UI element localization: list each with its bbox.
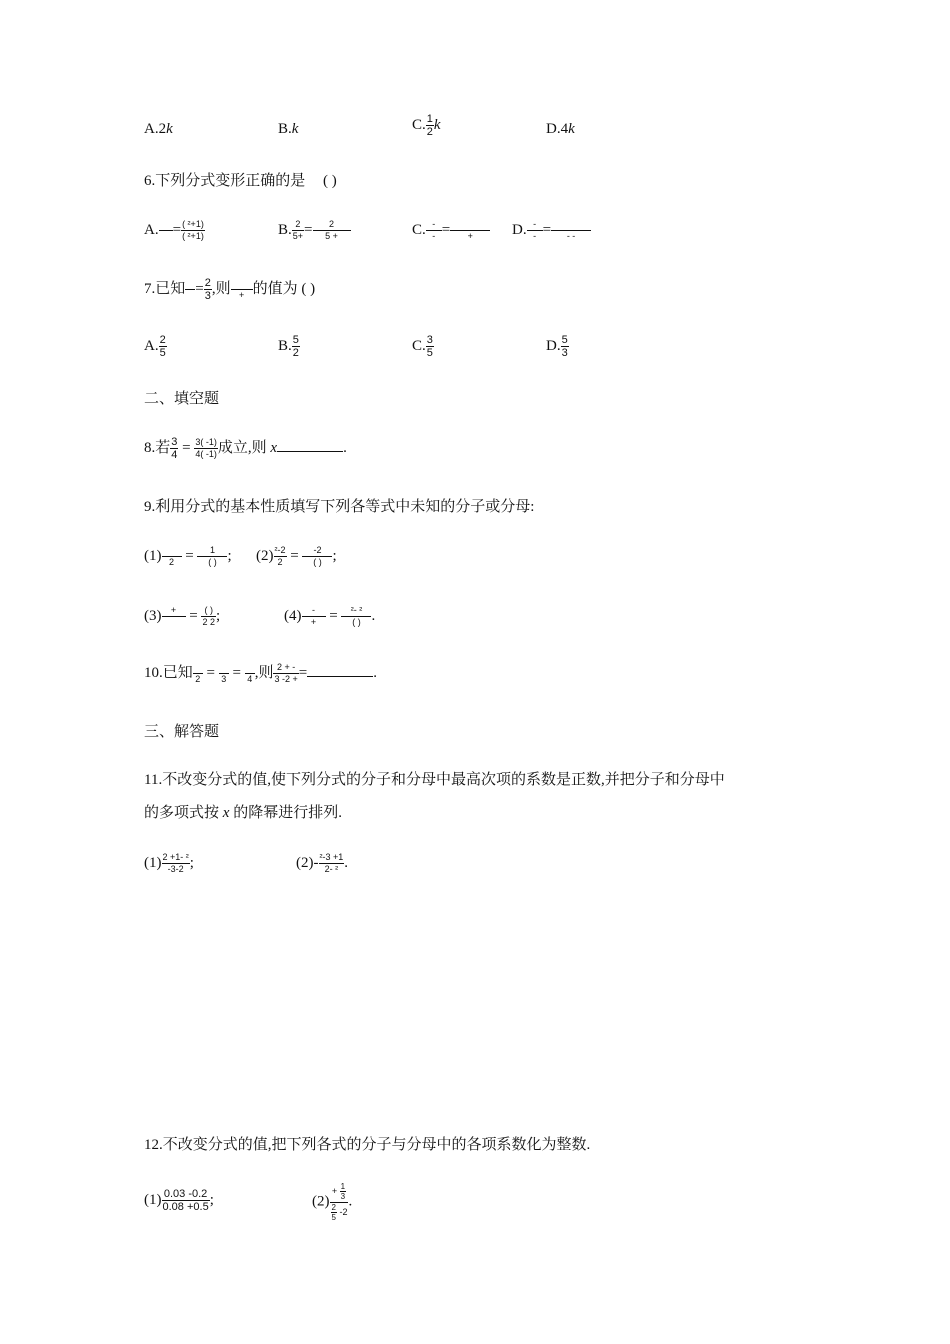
fraction: 4	[245, 662, 255, 685]
fraction: $\frac{2 + -}{3 -2 +}$	[274, 662, 298, 685]
option-label: C.	[412, 116, 426, 133]
answer-blank[interactable]	[277, 437, 343, 452]
fraction: $\frac{( )}{2 2}$	[202, 605, 215, 627]
section-heading-fill-in: 二、填空题	[144, 391, 220, 407]
option-label: D.4	[546, 121, 569, 137]
variable: k	[166, 121, 173, 137]
fraction: $\frac{\text{²-3 +1}}{\text{2- ²}}$	[319, 852, 344, 874]
q10: 10.已知 2 = 3 = 4 ,则 $\frac{2 + -}{3 -2 +}$ = .	[144, 662, 377, 685]
fraction: $\frac{-}{-}$	[426, 219, 442, 242]
q11-stem-line-2: 的多项式按 x 的降幂进行排列.	[144, 805, 342, 821]
fraction: $\frac{0.03 -0.2}{0.08 +0.5}$	[162, 1188, 209, 1213]
q6-option-d: D. $\frac{-}{-}$ = - -	[512, 219, 591, 242]
q8: 8.若 $\frac{3}{4}$ = $\frac{3( -1)}{4( -1)}$ 成立,则 x .	[144, 436, 347, 461]
fraction: - -	[551, 219, 591, 242]
fraction	[185, 278, 195, 301]
q9-part-3: (3) + = $\frac{( )}{2 2}$ ;	[144, 605, 221, 627]
answer-paren: ( )	[323, 173, 337, 189]
fraction: $\frac{\text{( ²+1)}}{\text{( ²+1)}}$	[182, 219, 204, 241]
q9-stem: 9.利用分式的基本性质填写下列各等式中未知的分子或分母:	[144, 499, 535, 515]
q7-option-d: D. $\frac{5}{3}$	[546, 334, 568, 359]
fraction: $\frac{3}{4}$	[171, 436, 178, 461]
q9-part-2: (2) $\frac{\text{²-2}}{2}$ = $\frac{-2}{( )}$ ;	[256, 545, 337, 567]
fraction: $\frac{2}{5+}$	[292, 219, 304, 241]
fraction: +	[231, 278, 253, 301]
section-heading-solutions: 三、解答题	[144, 724, 220, 740]
fraction: 2	[193, 662, 203, 685]
fraction: $\frac{\text{²-2}}{2}$	[274, 545, 286, 567]
variable: k	[291, 121, 299, 137]
question-text: 6.下列分式变形正确的是	[144, 173, 306, 189]
q6-option-b: B. $\frac{2}{5+}$ = $\frac{2}{5 +}$	[278, 219, 351, 242]
q11-part-1: (1) $\frac{\text{2 +1- ²}}{-3-2}$ ;	[144, 852, 194, 874]
fraction: $\frac{-}{-}$	[527, 219, 543, 242]
fraction: $\frac{-}{+}$	[302, 605, 326, 628]
q6-option-c: C. $\frac{-}{-}$ = +	[412, 219, 490, 242]
q7-stem: 7.已知 = $\frac{2}{3}$ ,则 + 的值为 ( )	[144, 277, 316, 302]
q7-option-b: B. $\frac{5}{2}$	[278, 334, 299, 359]
q9-part-1: (1) 2 = $\frac{1}{( )}$ ;	[144, 545, 232, 567]
fraction: $\frac{5}{3}$	[561, 334, 568, 359]
q6-stem	[144, 172, 337, 190]
fraction: 2	[162, 545, 182, 568]
q5-option-a	[144, 120, 173, 138]
q6-option-a: A. = $\frac{\text{( ²+1)}}{\text{( ²+1)}}$	[144, 219, 204, 241]
q11-stem-line-1: 11.不改变分式的值,使下列分式的分子和分母中最高次项的系数是正数,并把分子和分母中	[144, 772, 725, 788]
fraction: $\frac{2}{3}$	[204, 277, 211, 302]
q7-option-c: C. $\frac{3}{5}$	[412, 334, 433, 359]
option-label: B.	[278, 121, 292, 137]
fraction: 3	[219, 662, 229, 685]
q5-option-b	[278, 120, 298, 138]
fraction: +	[450, 219, 490, 242]
fraction: $\frac{\text{²- ²}}{( )}$	[341, 605, 371, 628]
q12-stem: 12.不改变分式的值,把下列各式的分子与分母中的各项系数化为整数.	[144, 1137, 591, 1153]
variable: k	[433, 116, 441, 133]
q12-part-1: (1) $\frac{0.03 -0.2}{0.08 +0.5}$ ;	[144, 1188, 214, 1213]
q12-part-2: (2) + $\frac{1}{3}$ $\frac{2}{5}$ -2 .	[312, 1182, 353, 1222]
fraction: $\frac{3}{5}$	[426, 334, 433, 359]
q5-option-d	[546, 120, 575, 138]
fraction: $\frac{3( -1)}{4( -1)}$	[195, 437, 217, 459]
fraction: +	[162, 605, 186, 628]
fraction: $\frac{-2}{( )}$	[302, 545, 332, 568]
answer-blank[interactable]	[307, 662, 373, 677]
fraction: $\frac{2}{5 +}$	[313, 219, 351, 242]
variable: k	[568, 121, 575, 137]
fraction: $\frac{5}{2}$	[292, 334, 299, 359]
fraction: $\frac{1}{( )}$	[197, 545, 227, 568]
option-label: A.2	[144, 121, 167, 137]
fraction: $\frac{1}{2}$	[426, 113, 433, 138]
fraction: $\frac{2}{5}$	[159, 334, 166, 359]
q11-part-2: (2)- $\frac{\text{²-3 +1}}{\text{2- ²}}$ .	[296, 852, 349, 874]
fraction: $\frac{\text{2 +1- ²}}{-3-2}$	[162, 852, 189, 874]
fraction	[159, 219, 173, 242]
fraction: + $\frac{1}{3}$ $\frac{2}{5}$ -2	[331, 1182, 348, 1222]
q9-part-4: (4) $\frac{-}{+}$ = $\frac{\text{²- ²}}{( )}$ .	[284, 605, 376, 627]
q5-option-c	[412, 113, 441, 138]
q7-option-a: A. $\frac{2}{5}$	[144, 334, 166, 359]
